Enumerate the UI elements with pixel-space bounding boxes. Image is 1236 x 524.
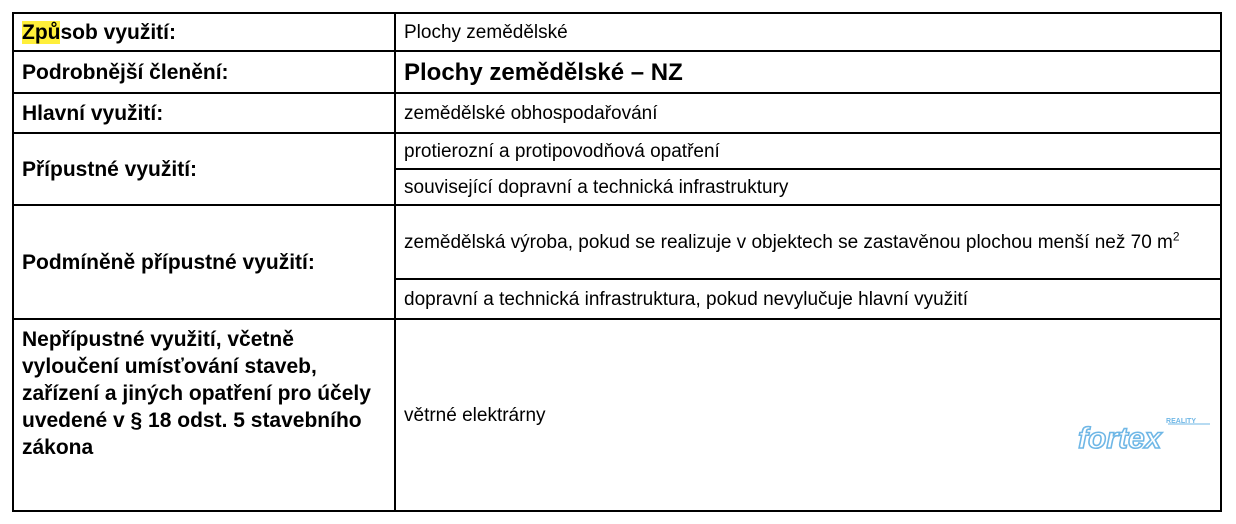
label-pripustne-vyuziti: Přípustné využití: <box>13 133 395 205</box>
logo-brand: fortex <box>1078 422 1162 454</box>
value-nepripustne-vyuziti: větrné elektrárny <box>395 319 1221 511</box>
value-zpusob-vyuziti: Plochy zemědělské <box>395 13 1221 51</box>
fortex-logo <box>1076 414 1210 454</box>
label-rest: sob využití: <box>60 20 176 44</box>
value-hlavni-vyuziti: zemědělské obhospodařování <box>395 93 1221 133</box>
label-podrobnejsi-cleneni: Podrobnější členění: <box>13 51 395 93</box>
label-hlavni-vyuziti: Hlavní využití: <box>13 93 395 133</box>
row-hlavni-vyuziti <box>13 93 1221 133</box>
value-pripustne-1: protierozní a protipovodňová opatření <box>395 133 1221 169</box>
label-zpusob-vyuziti <box>13 13 395 51</box>
superscript-2: 2 <box>1172 229 1180 244</box>
value-podminene-2: dopravní a technická infrastruktura, pokud nevylučuje hlavní využití <box>395 279 1221 319</box>
logo-tagline: REALITY <box>1166 418 1196 425</box>
row-nepripustne-vyuziti <box>13 319 1221 511</box>
value-podminene-1-text: zemědělská výroba, pokud se realizuje v objektech se zastavěnou plochou menší než 70 m <box>404 231 1173 253</box>
row-zpusob-vyuziti <box>13 13 1221 51</box>
land-use-table <box>12 12 1222 512</box>
row-podminene-pripustne <box>13 205 1221 279</box>
row-podrobnejsi-cleneni <box>13 51 1221 93</box>
row-pripustne-vyuziti <box>13 133 1221 169</box>
value-pripustne-2: související dopravní a technická infrastruktury <box>395 169 1221 205</box>
highlighted-text: Způ <box>22 20 61 44</box>
value-podrobnejsi-cleneni: Plochy zemědělské – NZ <box>395 51 1221 93</box>
label-podminene-pripustne: Podmíněně přípustné využití: <box>13 205 395 319</box>
label-nepripustne-vyuziti: Nepřípustné využití, včetně vyloučení umísťování staveb, zařízení a jiných opatření pro účely uvedené v § 18 odst. 5 stavebního zákona <box>13 319 395 511</box>
value-podminene-1 <box>395 205 1221 279</box>
